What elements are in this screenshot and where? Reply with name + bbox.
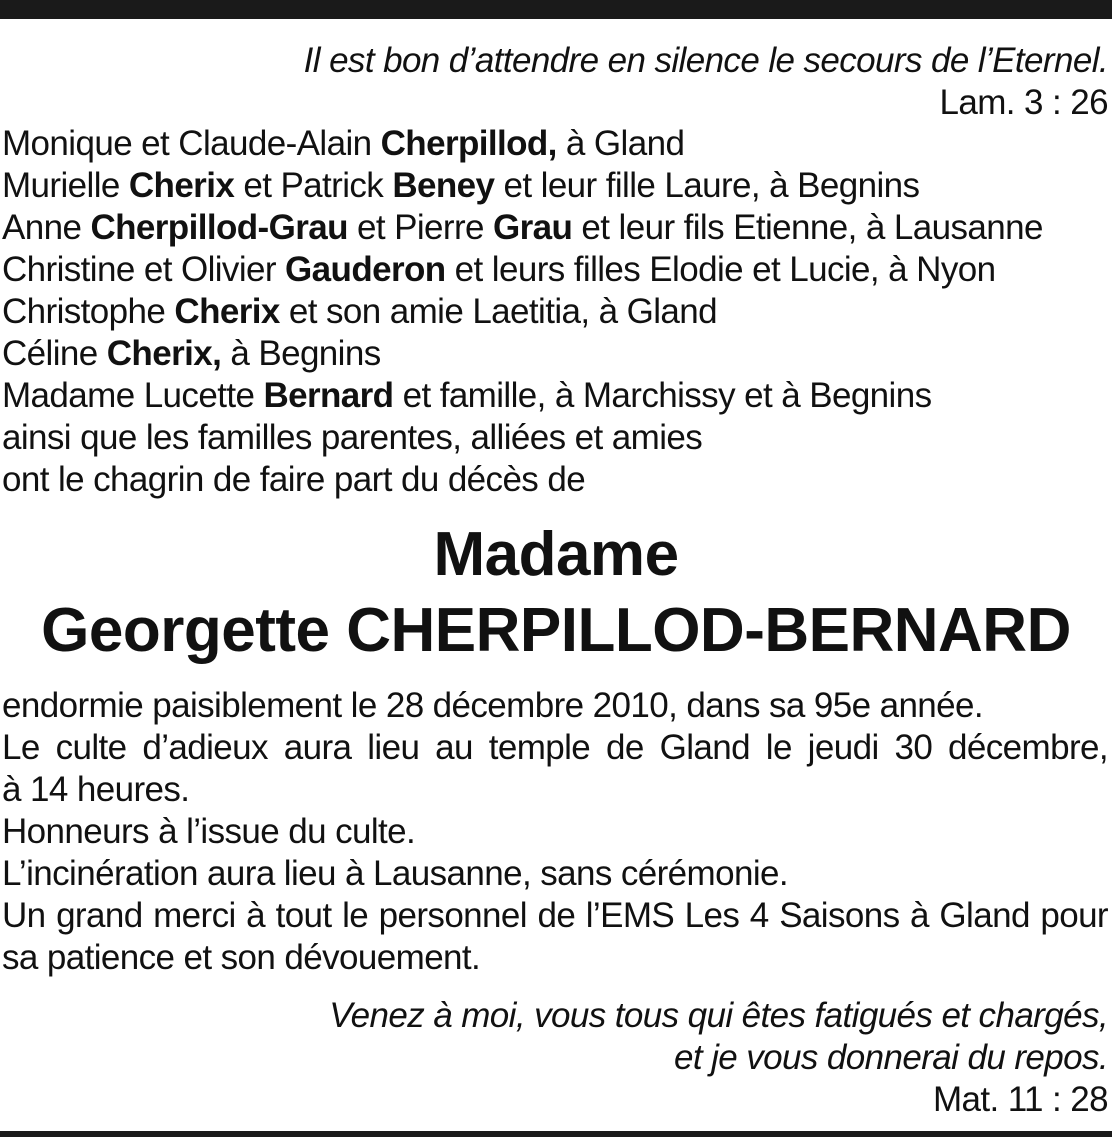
family-closing: ainsi que les familles parentes, alliées et amies xyxy=(2,418,703,457)
family-line: Anne Cherpillod-Grau et Pierre Grau et leur fils Etienne, à Lausanne xyxy=(2,208,1043,247)
deceased-name: Georgette CHERPILLOD-BERNARD xyxy=(41,596,1071,665)
family-line: Murielle Cherix et Patrick Beney et leur fille Laure, à Begnins xyxy=(2,166,920,205)
family-line: Madame Lucette Bernard et famille, à Marchissy et à Begnins xyxy=(2,376,932,415)
top-rule xyxy=(0,0,1112,19)
bottom-rule xyxy=(0,1131,1112,1137)
honors-line: Honneurs à l’issue du culte. xyxy=(2,812,416,851)
bottom-verse-line-1: Venez à moi, vous tous qui êtes fatigués et chargés, xyxy=(329,996,1108,1035)
family-line: Christophe Cherix et son amie Laetitia, à Gland xyxy=(2,292,718,331)
ceremony-line-1: Le culte d’adieux aura lieu au temple de Gland le jeudi 30 décembre, xyxy=(2,728,1108,767)
top-verse: Il est bon d’attendre en silence le secours de l’Eternel. xyxy=(303,41,1108,80)
cremation-line: L’incinération aura lieu à Lausanne, sans cérémonie. xyxy=(2,854,789,893)
top-verse-ref: Lam. 3 : 26 xyxy=(939,83,1108,122)
family-line: Monique et Claude-Alain Cherpillod, à Gland xyxy=(2,124,685,163)
announcement-line: ont le chagrin de faire part du décès de xyxy=(2,460,586,499)
family-line: Céline Cherix, à Begnins xyxy=(2,334,381,373)
thanks-line-1: Un grand merci à tout le personnel de l’EMS Les 4 Saisons à Gland pour xyxy=(2,896,1108,935)
deceased-title: Madame xyxy=(433,520,679,589)
bottom-verse-ref: Mat. 11 : 28 xyxy=(932,1080,1108,1119)
bottom-verse-line-2: et je vous donnerai du repos. xyxy=(673,1038,1108,1077)
family-line: Christine et Olivier Gauderon et leurs filles Elodie et Lucie, à Nyon xyxy=(2,250,996,289)
thanks-line-2: sa patience et son dévouement. xyxy=(2,938,481,977)
ceremony-line-2: à 14 heures. xyxy=(2,770,190,809)
death-notice: endormie paisiblement le 28 décembre 2010, dans sa 95e année. xyxy=(2,686,984,725)
